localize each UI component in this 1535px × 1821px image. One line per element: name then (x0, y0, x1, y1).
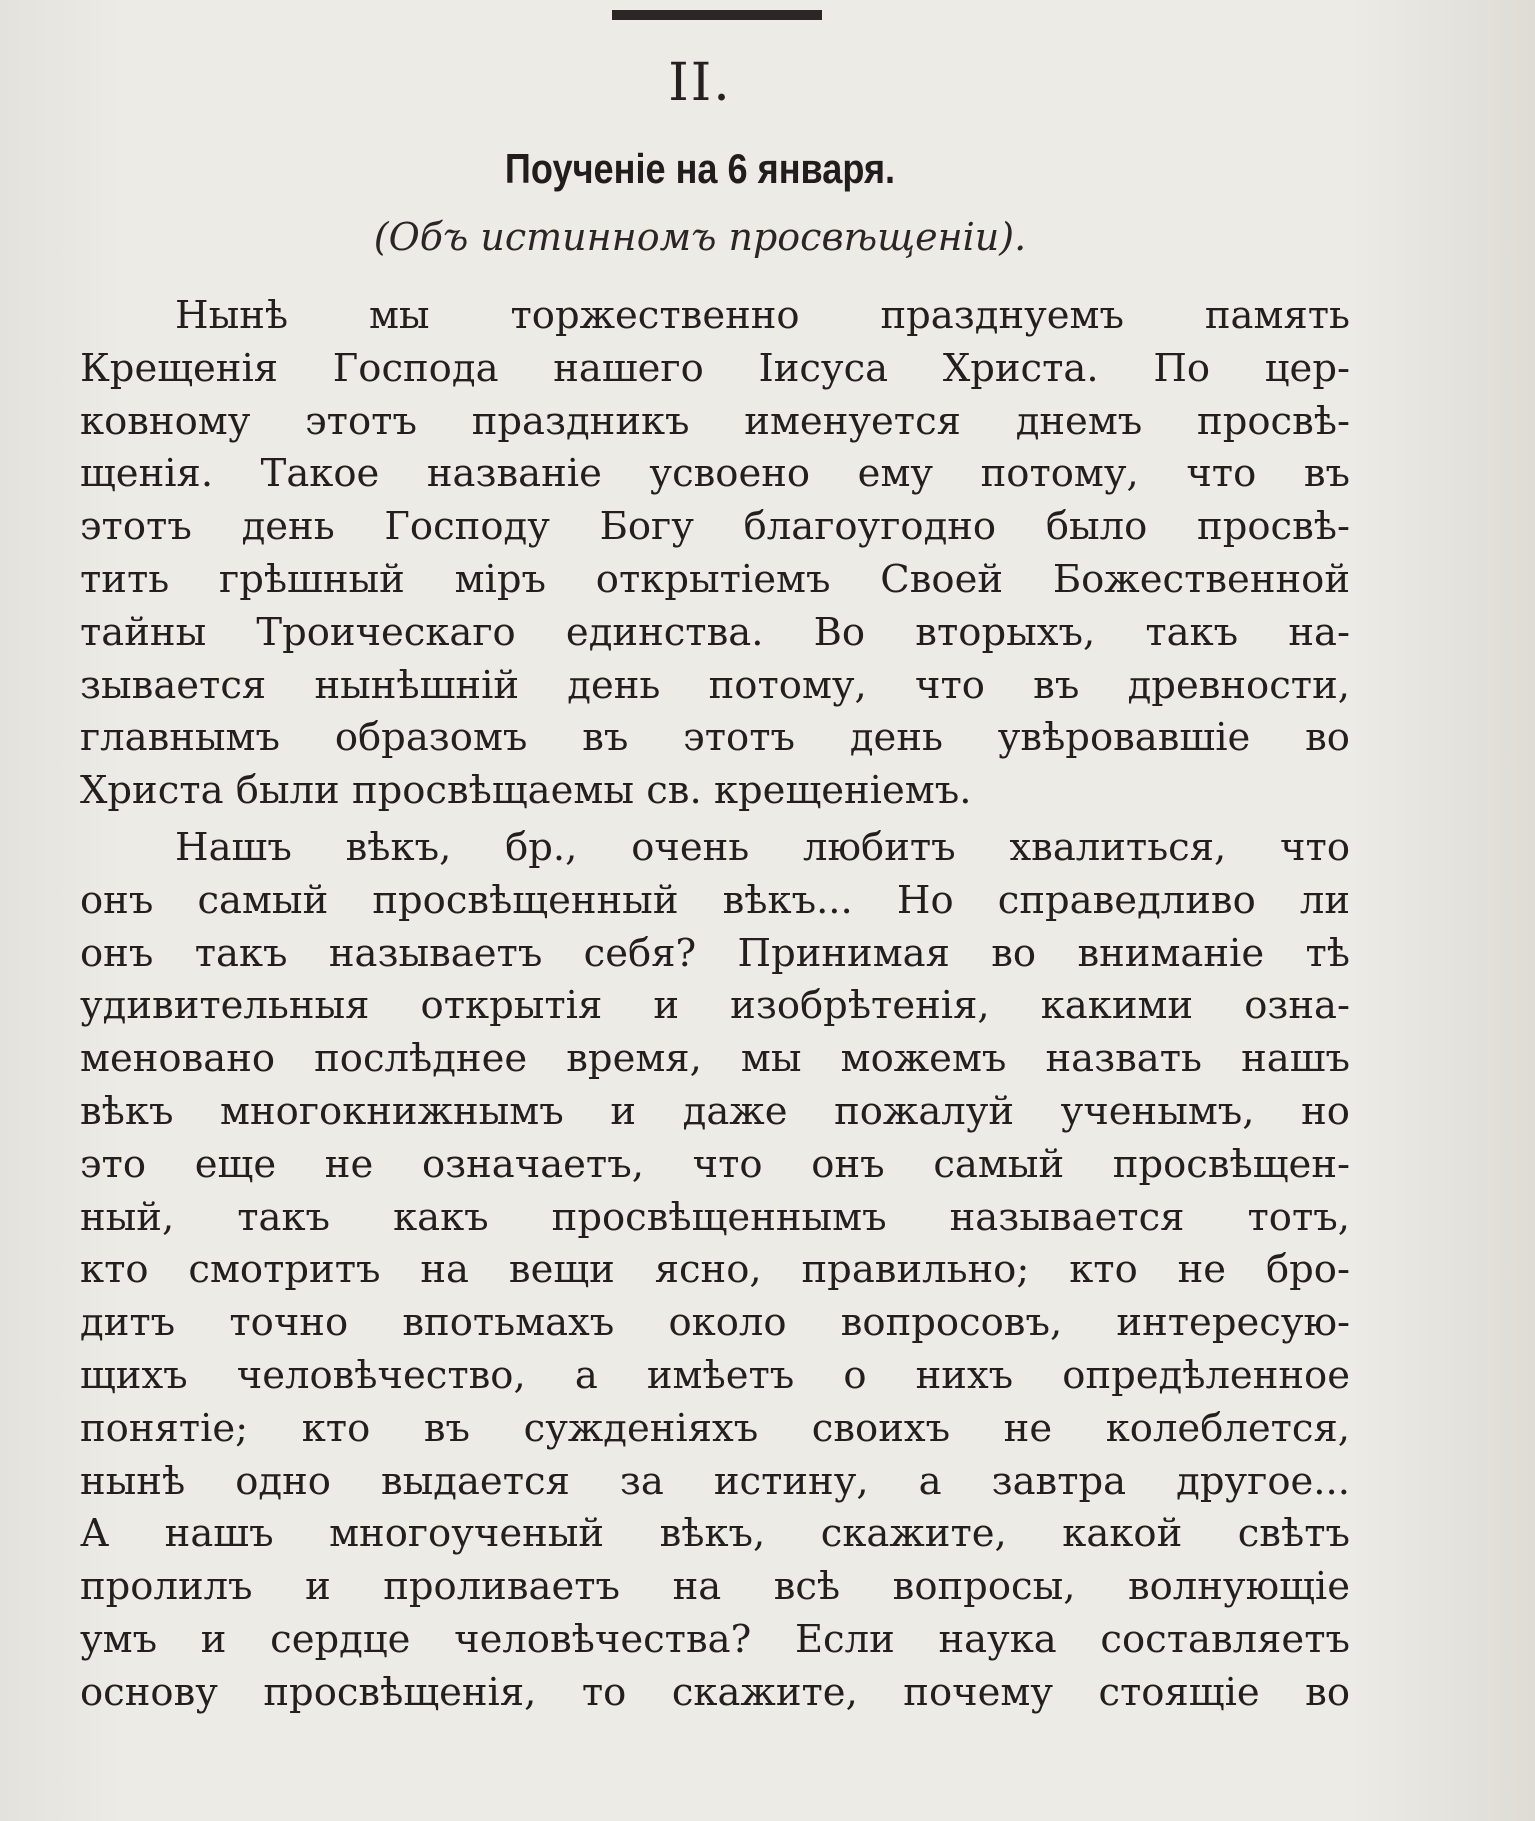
text-line: Христа были просвѣщаемы св. крещеніемъ. (80, 768, 972, 814)
text-line: меновано послѣднее время, мы можемъ назвать нашъ (80, 1036, 1350, 1082)
text-line: Крещенія Господа нашего Іисуса Христа. По цер- (80, 345, 1350, 391)
text-line: А нашъ многоученый вѣкъ, скажите, какой свѣтъ (80, 1511, 1350, 1557)
text-line: главнымъ образомъ въ этотъ день увѣровавшіе во (80, 715, 1350, 761)
text-line: кто смотритъ на вещи ясно, правильно; кто не бро- (80, 1247, 1350, 1293)
text-line: вѣкъ многокнижнымъ и даже пожалуй ученымъ, но (80, 1088, 1350, 1134)
header-rule (612, 10, 822, 20)
text-line: ный, такъ какъ просвѣщеннымъ называется тотъ, (80, 1194, 1350, 1240)
text-line: удивительныя открытія и изобрѣтенія, какими озна- (80, 983, 1350, 1029)
paragraph-2 (80, 822, 1350, 1720)
text-line: понятіе; кто въ сужденіяхъ своихъ не колеблется, (80, 1405, 1350, 1451)
paragraph-1 (80, 290, 1350, 818)
chapter-number: II. (668, 53, 732, 113)
text-line: нынѣ одно выдается за истину, а завтра другое... (80, 1458, 1350, 1504)
text-line: основу просвѣщенія, то скажите, почему стоящіе во (80, 1669, 1350, 1715)
text-line: щенія. Такое названіе усвоено ему потому, что въ (80, 451, 1350, 497)
text-line: это еще не означаетъ, что онъ самый просвѣщен- (80, 1141, 1350, 1187)
sermon-subtitle: (Объ истинномъ просвѣщеніи). (373, 215, 1027, 259)
sermon-title: Поученіе на 6 января. (504, 145, 896, 192)
text-line: Нашъ вѣкъ, бр., очень любитъ хвалиться, что (175, 824, 1350, 870)
text-line: этотъ день Господу Богу благоугодно было просвѣ- (80, 504, 1350, 550)
text-line: умъ и сердце человѣчества? Если наука составляетъ (80, 1616, 1350, 1662)
text-line: Нынѣ мы торжественно празднуемъ память (175, 293, 1350, 338)
text-line: зывается нынѣшній день потому, что въ древности, (80, 662, 1350, 708)
text-line: тить грѣшный міръ открытіемъ Своей Божественной (80, 556, 1350, 602)
text-line: пролилъ и проливаетъ на всѣ вопросы, волнующіе (80, 1564, 1350, 1610)
text-line: щихъ человѣчество, а имѣетъ о нихъ опредѣленное (80, 1352, 1350, 1398)
text-line: дитъ точно впотьмахъ около вопросовъ, интересую- (80, 1300, 1350, 1346)
text-line: онъ самый просвѣщенный вѣкъ... Но справедливо ли (80, 877, 1350, 923)
body-text (80, 290, 1350, 1720)
text-line: ковному этотъ праздникъ именуется днемъ просвѣ- (80, 398, 1350, 444)
text-line: тайны Троическаго единства. Во вторыхъ, такъ на- (80, 609, 1350, 655)
text-line: онъ такъ называетъ себя? Принимая во вниманіе тѣ (80, 930, 1350, 976)
